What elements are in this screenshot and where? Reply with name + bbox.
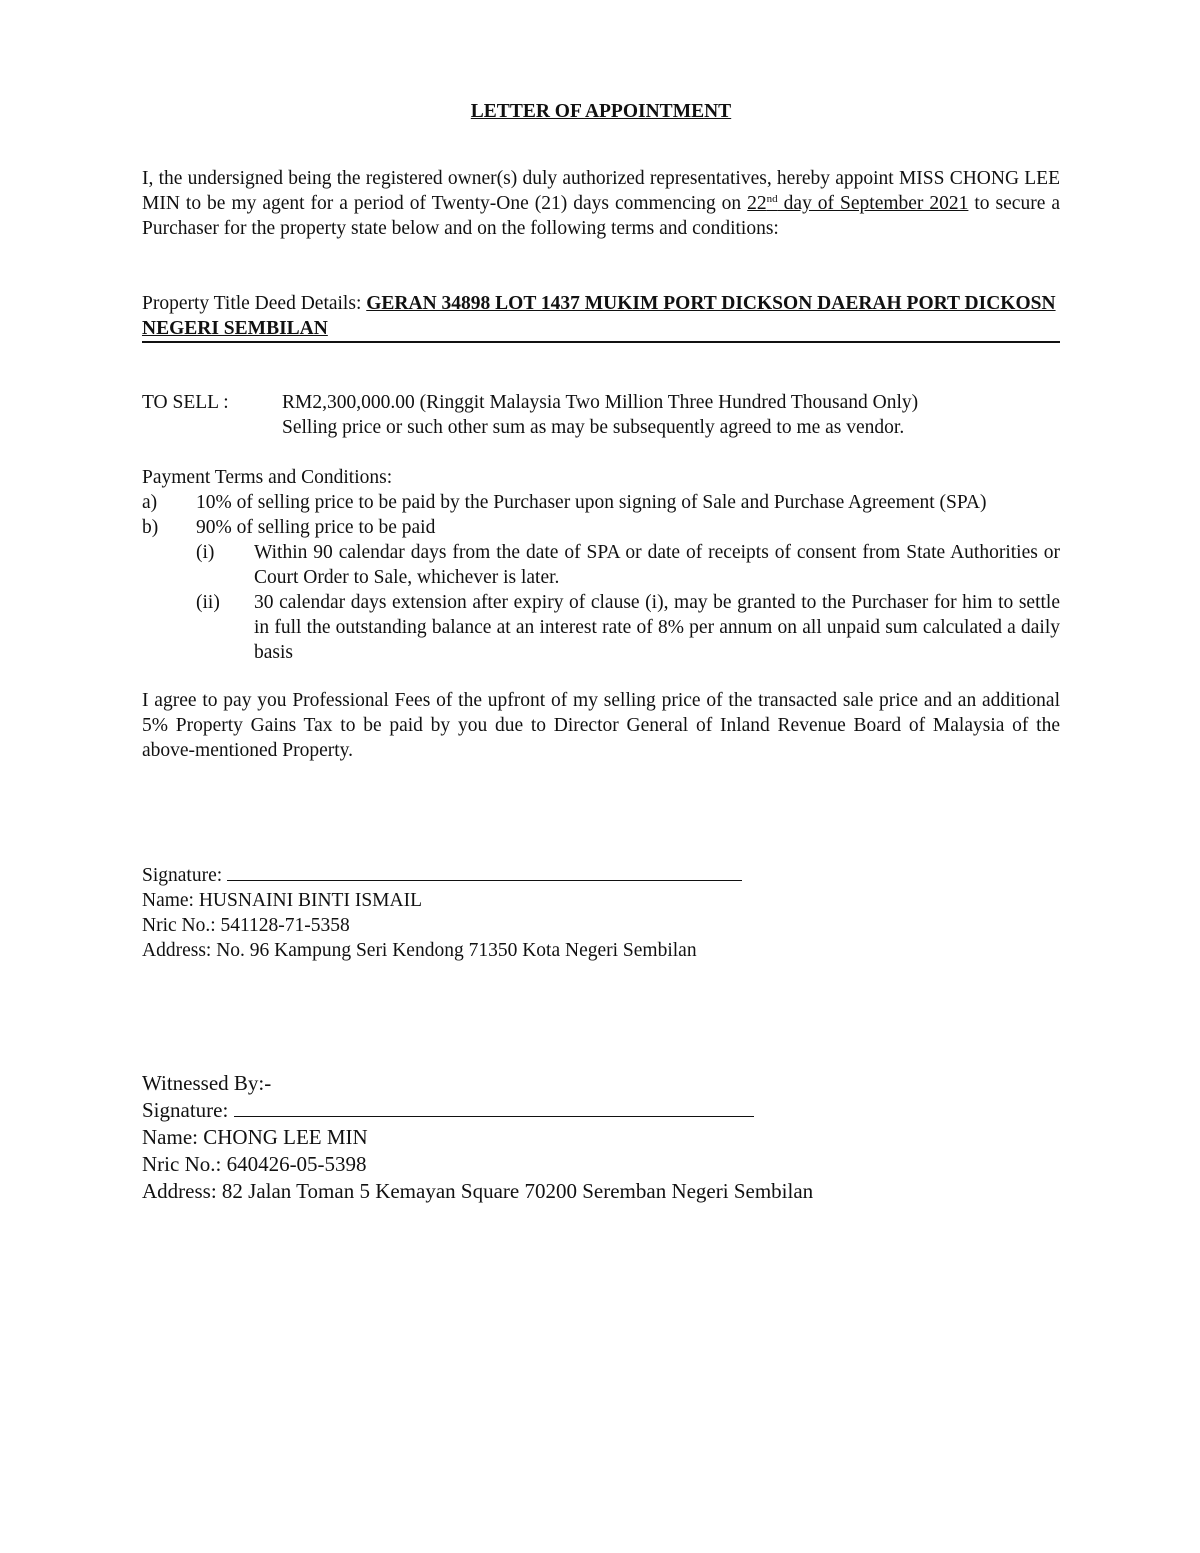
owner-signature-line[interactable] — [227, 862, 742, 881]
payment-terms — [142, 465, 1060, 665]
commencement-date — [747, 193, 968, 214]
sale-price-amount: RM2,300,000.00 (Ringgit Malaysia Two Million Three Hundred Thousand Only) — [282, 392, 919, 413]
payment-subitem — [142, 540, 1060, 590]
payment-item — [142, 515, 1060, 540]
deed-label: Property Title Deed Details: — [142, 293, 367, 314]
to-sell-label: TO SELL : — [142, 392, 229, 413]
intro-paragraph — [142, 166, 1060, 241]
intro-text-start: I, the undersigned being the registered owner(s) duly authorized representatives, hereby appoint MISS CHONG LEE MIN to be my agent for a period of Twenty-One (21) days commencing on — [142, 168, 1060, 214]
owner-nric: Nric No.: 541128-71-5358 — [142, 915, 350, 936]
owner-signature-label: Signature: — [142, 865, 228, 886]
owner-signature-block — [142, 862, 1060, 963]
witness-nric: Nric No.: 640426-05-5398 — [142, 1152, 367, 1176]
date-day: 22 — [747, 193, 767, 214]
payment-heading: Payment Terms and Conditions: — [142, 467, 393, 488]
owner-address: Address: No. 96 Kampung Seri Kendong 71350 Kota Negeri Sembilan — [142, 940, 697, 961]
document-title: LETTER OF APPOINTMENT — [470, 101, 732, 122]
payment-subitem-marker: (i) — [196, 542, 215, 563]
payment-item — [142, 490, 1060, 515]
owner-name: Name: HUSNAINI BINTI ISMAIL — [142, 890, 422, 911]
witness-heading: Witnessed By:- — [142, 1071, 272, 1095]
witness-signature-label: Signature: — [142, 1098, 234, 1122]
title-deed-details — [142, 291, 1060, 343]
sale-price-note: Selling price or such other sum as may be subsequently agreed to me as vendor. — [282, 417, 905, 438]
payment-subitem-marker: (ii) — [196, 592, 220, 613]
deed-value: GERAN 34898 LOT 1437 MUKIM PORT DICKSON DAERAH PORT DICKOSN NEGERI SEMBILAN — [142, 293, 1056, 339]
payment-item-marker: b) — [142, 517, 159, 538]
witness-address: Address: 82 Jalan Toman 5 Kemayan Square 70200 Seremban Negeri Sembilan — [142, 1179, 814, 1203]
payment-item-marker: a) — [142, 492, 158, 513]
witness-signature-line[interactable] — [234, 1098, 754, 1117]
witness-name: Name: CHONG LEE MIN — [142, 1125, 368, 1149]
intro-text-end: to secure a Purchaser for the property state below and on the following terms and conditions: — [142, 193, 1060, 239]
payment-item-text: 90% of selling price to be paid — [196, 517, 436, 538]
payment-subitem — [142, 590, 1060, 665]
witness-signature-row — [142, 1097, 1060, 1124]
payment-item-text: 10% of selling price to be paid by the Purchaser upon signing of Sale and Purchase Agreement (SPA) — [196, 492, 987, 513]
payment-subitem-text: Within 90 calendar days from the date of SPA or date of receipts of consent from State Authorities or Court Order to Sale, whichever is later. — [254, 542, 1060, 588]
sale-price-text — [282, 390, 1062, 440]
payment-subitem-text: 30 calendar days extension after expiry of clause (i), may be granted to the Purchaser for him to settle in full the outstanding balance at an interest rate of 8% per annum on all unpaid sum calculated a daily basis — [254, 592, 1060, 663]
owner-signature-row — [142, 862, 1060, 888]
witness-signature-block — [142, 1070, 1060, 1205]
date-rest: day of September 2021 — [777, 193, 969, 214]
professional-fees-paragraph: I agree to pay you Professional Fees of the upfront of my selling price of the transacted sale price and an additional 5% Property Gains Tax to be paid by you due to Director General of Inland Revenue Board of Malaysia of the above-mentioned Property. — [142, 690, 1060, 761]
date-suffix: nd — [766, 193, 778, 205]
